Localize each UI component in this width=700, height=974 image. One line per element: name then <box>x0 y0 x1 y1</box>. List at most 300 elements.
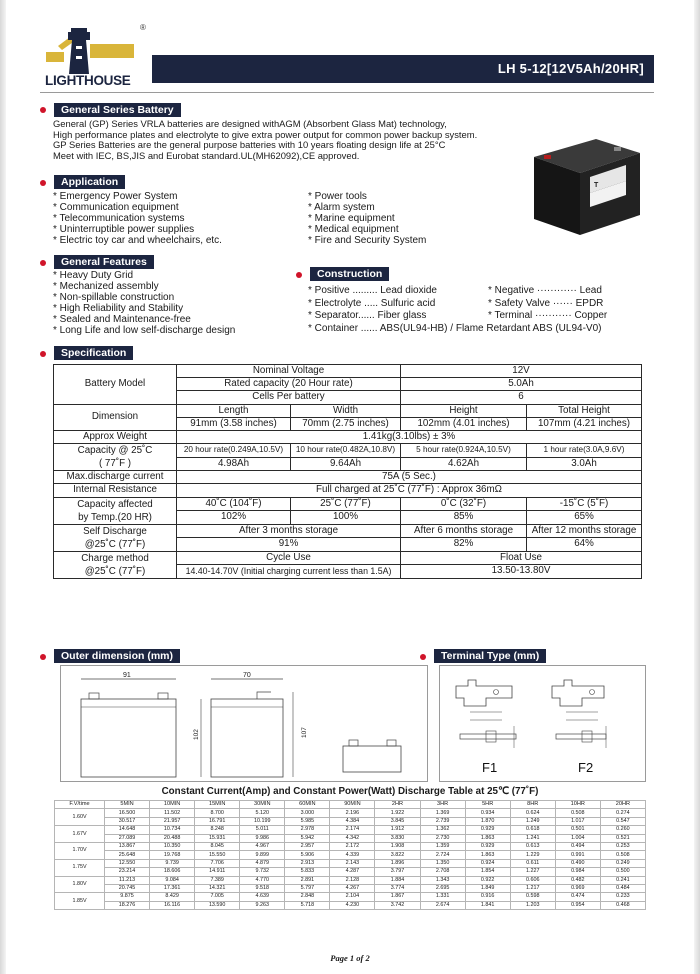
discharge-cell: 1.912 <box>375 826 420 834</box>
discharge-cell: 1.849 <box>465 884 510 892</box>
discharge-cell: 2.978 <box>285 826 330 834</box>
discharge-cell: 7.389 <box>195 876 240 884</box>
list-item: * Alarm system <box>308 201 375 213</box>
discharge-cell: 1.227 <box>510 868 555 876</box>
battery-illustration <box>528 131 646 241</box>
spec-label <box>54 444 177 471</box>
discharge-cell: 4.287 <box>330 868 375 876</box>
discharge-cell: 15.931 <box>195 834 240 842</box>
list-item: * Long Life and low self-discharge design <box>53 324 236 336</box>
spec-value: 1.41kg(3.10lbs) ± 3% <box>177 430 642 443</box>
page-right-edge <box>694 0 700 974</box>
discharge-cell: 18.606 <box>150 868 195 876</box>
spec-value: 85% <box>401 511 527 525</box>
discharge-cell: 16.791 <box>195 817 240 825</box>
discharge-cell: 5.120 <box>240 809 285 817</box>
model-title: LH 5-12[12V5Ah/20HR] <box>497 61 644 76</box>
spec-header: After 12 months storage <box>527 524 642 538</box>
discharge-cell: 1.017 <box>555 817 600 825</box>
section-bullet <box>40 180 46 186</box>
page-number: Page 1 of 2 <box>330 953 370 963</box>
discharge-cell: 17.361 <box>150 884 195 892</box>
spec-value: 3.0Ah <box>527 457 642 471</box>
brand-name: LIGHTHOUSE <box>45 73 131 88</box>
discharge-cell: 15.550 <box>195 851 240 859</box>
spec-value: 5.0Ah <box>401 378 642 391</box>
general-series-text <box>53 119 477 161</box>
page-left-edge <box>0 0 6 974</box>
discharge-cell: 4.230 <box>330 901 375 909</box>
section-bullet <box>296 272 302 278</box>
discharge-cell: 7.005 <box>195 893 240 901</box>
discharge-column-header: 5HR <box>465 801 510 809</box>
dim-label: 102 <box>193 729 200 740</box>
general-series-line: Meet with IEC, BS,JIS and Eurobat standard.UL(MH62092),CE approved. <box>53 149 360 161</box>
discharge-cell: 0.606 <box>510 876 555 884</box>
discharge-cell: 23.214 <box>105 868 150 876</box>
table-row <box>55 851 646 859</box>
discharge-cell: 14.911 <box>195 868 240 876</box>
discharge-cell: 30.517 <box>105 817 150 825</box>
spec-label-line: @25˚C (77˚F) <box>84 538 146 550</box>
discharge-column-header: 2HR <box>375 801 420 809</box>
list-item: * Container ...... ABS(UL94-HB) / Flame Retardant ABS (UL94-V0) <box>308 322 602 334</box>
discharge-cell: 2.196 <box>330 809 375 817</box>
spec-label: Max.discharge current <box>54 471 177 484</box>
spec-label <box>54 524 177 551</box>
section-title-terminal-type: Terminal Type (mm) <box>434 649 546 663</box>
spec-value: 100% <box>291 511 401 525</box>
discharge-cell: 0.934 <box>465 809 510 817</box>
spec-label: Rated capacity (20 Hour rate) <box>177 378 401 391</box>
discharge-cell: 7.706 <box>195 859 240 867</box>
discharge-cell: 0.508 <box>555 809 600 817</box>
spec-header: -15˚C (5˚F) <box>527 497 642 511</box>
discharge-cell: 9.899 <box>240 851 285 859</box>
discharge-column-header: 3HR <box>420 801 465 809</box>
list-item: * Positive ......... Lead dioxide <box>308 285 437 296</box>
discharge-cell: 10.734 <box>150 826 195 834</box>
discharge-cell: 3.822 <box>375 851 420 859</box>
discharge-cell: 0.241 <box>600 876 645 884</box>
section-bullet <box>420 654 426 660</box>
discharge-cell: 0.249 <box>600 859 645 867</box>
spec-header: 5 hour rate(0.924A,10.5V) <box>401 444 527 458</box>
discharge-cell: 5.718 <box>285 901 330 909</box>
discharge-cell: 4.339 <box>330 851 375 859</box>
discharge-cell: 2.104 <box>330 893 375 901</box>
table-row <box>55 817 646 825</box>
discharge-cell: 1.863 <box>465 834 510 842</box>
spec-value: 91% <box>177 538 401 552</box>
spec-label: Cells Per battery <box>177 391 401 404</box>
spec-label <box>54 551 177 578</box>
final-voltage-cell: 1.60V <box>55 809 105 826</box>
discharge-cell: 11.502 <box>150 809 195 817</box>
discharge-cell: 9.084 <box>150 876 195 884</box>
discharge-cell: 14.321 <box>195 884 240 892</box>
discharge-cell: 2.172 <box>330 842 375 850</box>
section-title-application: Application <box>54 175 125 189</box>
discharge-cell: 0.929 <box>465 842 510 850</box>
discharge-cell: 1.331 <box>420 893 465 901</box>
svg-text:T: T <box>594 182 599 189</box>
spec-label-line: Charge method <box>81 552 149 564</box>
discharge-cell: 0.916 <box>465 893 510 901</box>
discharge-cell: 1.841 <box>465 901 510 909</box>
discharge-cell: 0.991 <box>555 851 600 859</box>
spec-value: 75A (5 Sec.) <box>177 471 642 484</box>
battery-photo <box>528 131 646 241</box>
discharge-cell: 8.045 <box>195 842 240 850</box>
spec-value: 91mm (3.58 inches) <box>177 417 291 430</box>
discharge-cell: 0.521 <box>600 834 645 842</box>
section-title-outer-dimension: Outer dimension (mm) <box>54 649 180 663</box>
discharge-cell: 0.954 <box>555 901 600 909</box>
discharge-cell: 0.984 <box>555 868 600 876</box>
discharge-column-header: 5MIN <box>105 801 150 809</box>
discharge-cell: 1.870 <box>465 817 510 825</box>
spec-value: 12V <box>401 365 642 378</box>
list-item: * Safety Valve ······ EPDR <box>488 297 604 309</box>
terminal-label-f2: F2 <box>578 760 594 775</box>
spec-label: Nominal Voltage <box>177 365 401 378</box>
discharge-cell: 2.724 <box>420 851 465 859</box>
section-bullet <box>40 351 46 357</box>
spec-label-line: by Temp.(20 HR) <box>78 511 152 523</box>
section-bullet <box>40 260 46 266</box>
discharge-cell: 0.613 <box>510 842 555 850</box>
spec-value: 70mm (2.75 inches) <box>291 417 401 430</box>
table-row <box>55 876 646 884</box>
terminal-label-f1: F1 <box>482 760 498 775</box>
discharge-cell: 1.343 <box>420 876 465 884</box>
discharge-column-header: 20HR <box>600 801 645 809</box>
list-item: * Power tools <box>308 191 367 202</box>
spec-header: 20 hour rate(0.249A,10.5V) <box>177 444 291 458</box>
discharge-cell: 25.648 <box>105 851 150 859</box>
discharge-cell: 8.700 <box>195 809 240 817</box>
discharge-column-header: 8HR <box>510 801 555 809</box>
list-item: * Non-spillable construction <box>53 291 175 303</box>
general-series-line: High performance plates and electrolyte to give extra power output for common power backup system. <box>53 128 478 140</box>
spec-table <box>53 364 642 579</box>
spec-value: 9.64Ah <box>291 457 401 471</box>
spec-header: 0˚C (32˚F) <box>401 497 527 511</box>
discharge-cell: 1.217 <box>510 884 555 892</box>
discharge-cell: 1.369 <box>420 809 465 817</box>
discharge-cell: 1.249 <box>510 817 555 825</box>
discharge-cell: 0.474 <box>555 893 600 901</box>
discharge-column-header: 60MIN <box>285 801 330 809</box>
spec-value: 4.62Ah <box>401 457 527 471</box>
discharge-cell: 0.274 <box>600 809 645 817</box>
spec-label: Internal Resistance <box>54 484 177 497</box>
section-title-general-series: General Series Battery <box>54 103 181 117</box>
discharge-cell: 1.350 <box>420 859 465 867</box>
spec-header: Total Height <box>527 404 642 417</box>
discharge-cell: 1.908 <box>375 842 420 850</box>
discharge-cell: 1.359 <box>420 842 465 850</box>
list-item: * Separator...... Fiber glass <box>308 310 427 322</box>
list-item: * Electrolyte ..... Sulfuric acid <box>308 297 436 309</box>
table-row <box>55 842 646 850</box>
discharge-cell: 1.867 <box>375 893 420 901</box>
discharge-cell: 0.508 <box>600 851 645 859</box>
discharge-cell: 4.384 <box>330 817 375 825</box>
header-rule <box>40 92 654 93</box>
final-voltage-cell: 1.75V <box>55 859 105 876</box>
table-row <box>55 834 646 842</box>
section-title-construction: Construction <box>310 267 389 281</box>
spec-value: 6 <box>401 391 642 404</box>
discharge-cell: 3.830 <box>375 834 420 842</box>
list-item: * Uninterruptible power supplies <box>53 223 195 235</box>
discharge-cell: 13.590 <box>195 901 240 909</box>
application-list-left <box>53 192 222 247</box>
discharge-cell: 1.896 <box>375 859 420 867</box>
discharge-cell: 3.774 <box>375 884 420 892</box>
discharge-cell: 20.745 <box>105 884 150 892</box>
discharge-table <box>54 800 646 910</box>
discharge-cell: 5.833 <box>285 868 330 876</box>
discharge-cell: 1.229 <box>510 851 555 859</box>
table-row <box>55 884 646 892</box>
discharge-column-header: F.V/time <box>55 801 105 809</box>
spec-header: After 6 months storage <box>401 524 527 538</box>
discharge-cell: 13.867 <box>105 842 150 850</box>
discharge-cell: 9.875 <box>105 893 150 901</box>
discharge-cell: 2.913 <box>285 859 330 867</box>
discharge-cell: 5.797 <box>285 884 330 892</box>
spec-label-line: Self Discharge <box>83 525 147 537</box>
discharge-cell: 11.213 <box>105 876 150 884</box>
spec-header: After 3 months storage <box>177 524 401 538</box>
spec-value: 13.50-13.80V <box>401 565 642 579</box>
table-row <box>55 868 646 876</box>
features-list <box>53 271 235 336</box>
list-item: * Fire and Security System <box>308 234 427 246</box>
spec-value: 14.40-14.70V (Initial charging current less than 1.5A) <box>177 565 401 579</box>
discharge-cell: 2.739 <box>420 817 465 825</box>
discharge-cell: 2.891 <box>285 876 330 884</box>
discharge-cell: 0.468 <box>600 901 645 909</box>
discharge-cell: 3.797 <box>375 868 420 876</box>
discharge-cell: 4.967 <box>240 842 285 850</box>
discharge-cell: 0.924 <box>465 859 510 867</box>
table-row <box>55 901 646 909</box>
discharge-cell: 0.253 <box>600 842 645 850</box>
discharge-table-title: Constant Current(Amp) and Constant Power(Watt) Discharge Table at 25℃ (77˚F) <box>161 786 539 797</box>
list-item: * Sealed and Maintenance-free <box>53 313 191 325</box>
discharge-cell: 3.742 <box>375 901 420 909</box>
discharge-cell: 1.884 <box>375 876 420 884</box>
discharge-cell: 10.350 <box>150 842 195 850</box>
final-voltage-cell: 1.70V <box>55 842 105 859</box>
discharge-cell: 18.276 <box>105 901 150 909</box>
discharge-cell: 4.770 <box>240 876 285 884</box>
spec-value: 102mm (4.01 inches) <box>401 417 527 430</box>
discharge-cell: 0.969 <box>555 884 600 892</box>
discharge-cell: 1.863 <box>465 851 510 859</box>
discharge-cell: 4.342 <box>330 834 375 842</box>
discharge-column-header: 15MIN <box>195 801 240 809</box>
section-bullet <box>40 107 46 113</box>
discharge-cell: 16.500 <box>105 809 150 817</box>
discharge-cell: 1.203 <box>510 901 555 909</box>
discharge-cell: 4.879 <box>240 859 285 867</box>
discharge-cell: 9.518 <box>240 884 285 892</box>
list-item: * Negative ············ Lead <box>488 285 602 296</box>
spec-header: 40˚C (104˚F) <box>177 497 291 511</box>
application-list-right <box>308 192 426 247</box>
discharge-cell: 0.547 <box>600 817 645 825</box>
spec-value: 102% <box>177 511 291 525</box>
section-title-general-features: General Features <box>54 255 154 269</box>
discharge-cell: 2.957 <box>285 842 330 850</box>
dim-label: 107 <box>301 727 308 738</box>
discharge-cell: 27.089 <box>105 834 150 842</box>
list-item: * High Reliability and Stability <box>53 302 184 314</box>
list-item: * Emergency Power System <box>53 191 178 202</box>
discharge-cell: 2.174 <box>330 826 375 834</box>
registered-mark: ® <box>140 23 146 32</box>
table-row <box>55 893 646 901</box>
spec-header: 25˚C (77˚F) <box>291 497 401 511</box>
discharge-cell: 2.708 <box>420 868 465 876</box>
discharge-header-row <box>55 801 646 809</box>
discharge-cell: 10.199 <box>240 817 285 825</box>
spec-value: 4.98Ah <box>177 457 291 471</box>
spec-header: 1 hour rate(3.0A,9.6V) <box>527 444 642 458</box>
table-row <box>55 809 646 817</box>
discharge-cell: 0.611 <box>510 859 555 867</box>
discharge-cell: 9.732 <box>240 868 285 876</box>
discharge-cell: 2.128 <box>330 876 375 884</box>
discharge-cell: 0.922 <box>465 876 510 884</box>
discharge-cell: 2.730 <box>420 834 465 842</box>
spec-header: Float Use <box>401 551 642 565</box>
discharge-cell: 1.241 <box>510 834 555 842</box>
discharge-cell: 0.482 <box>555 876 600 884</box>
discharge-cell: 4.639 <box>240 893 285 901</box>
final-voltage-cell: 1.80V <box>55 876 105 893</box>
discharge-column-header: 10HR <box>555 801 600 809</box>
discharge-cell: 0.233 <box>600 893 645 901</box>
list-item: * Electric toy car and wheelchairs, etc. <box>53 234 222 246</box>
spec-value: 64% <box>527 538 642 552</box>
section-title-specification: Specification <box>54 346 133 360</box>
discharge-cell: 14.648 <box>105 826 150 834</box>
spec-value: 65% <box>527 511 642 525</box>
spec-label: Battery Model <box>54 365 177 405</box>
header-banner <box>152 55 654 83</box>
discharge-cell: 5.011 <box>240 826 285 834</box>
discharge-cell: 0.260 <box>600 826 645 834</box>
terminal-diagram <box>440 666 645 781</box>
spec-label-line: @25˚C (77˚F) <box>84 565 146 577</box>
discharge-cell: 5.985 <box>285 817 330 825</box>
discharge-cell: 0.618 <box>510 826 555 834</box>
spec-value: Full charged at 25˚C (77˚F) : Approx 36mΩ <box>177 484 642 497</box>
discharge-cell: 0.494 <box>555 842 600 850</box>
spec-value: 82% <box>401 538 527 552</box>
table-row <box>55 859 646 867</box>
discharge-cell: 9.986 <box>240 834 285 842</box>
table-row <box>55 826 646 834</box>
discharge-cell: 8.248 <box>195 826 240 834</box>
general-series-line: General (GP) Series VRLA batteries are designed withAGM (Absorbent Glass Mat) technology, <box>53 118 447 129</box>
list-item: * Communication equipment <box>53 201 179 213</box>
spec-label-line: Capacity affected <box>77 498 153 510</box>
list-item: * Marine equipment <box>308 212 395 224</box>
spec-header: 10 hour rate(0.482A,10.8V) <box>291 444 401 458</box>
list-item: * Heavy Duty Grid <box>53 270 134 281</box>
discharge-cell: 16.116 <box>150 901 195 909</box>
spec-label-line: Capacity @ 25˚C <box>77 445 153 457</box>
discharge-cell: 5.906 <box>285 851 330 859</box>
discharge-cell: 9.739 <box>150 859 195 867</box>
discharge-cell: 1.362 <box>420 826 465 834</box>
spec-label-line: ( 77˚F ) <box>98 458 132 470</box>
discharge-column-header: 10MIN <box>150 801 195 809</box>
discharge-cell: 3.845 <box>375 817 420 825</box>
discharge-cell: 1.922 <box>375 809 420 817</box>
discharge-cell: 1.854 <box>465 868 510 876</box>
discharge-cell: 5.942 <box>285 834 330 842</box>
discharge-cell: 0.484 <box>600 884 645 892</box>
discharge-cell: 0.501 <box>555 826 600 834</box>
spec-header: Length <box>177 404 291 417</box>
discharge-cell: 19.768 <box>150 851 195 859</box>
discharge-cell: 0.929 <box>465 826 510 834</box>
spec-header: Height <box>401 404 527 417</box>
discharge-cell: 0.624 <box>510 809 555 817</box>
spec-header: Width <box>291 404 401 417</box>
discharge-cell: 2.143 <box>330 859 375 867</box>
discharge-cell: 20.488 <box>150 834 195 842</box>
dim-label: 70 <box>243 672 251 679</box>
spec-label <box>54 497 177 524</box>
spec-label: Approx Weight <box>54 430 177 443</box>
discharge-cell: 8.429 <box>150 893 195 901</box>
discharge-cell: 21.957 <box>150 817 195 825</box>
list-item: * Telecommunication systems <box>53 212 185 224</box>
discharge-cell: 12.550 <box>105 859 150 867</box>
terminal-type-drawing <box>439 665 646 782</box>
discharge-cell: 1.004 <box>555 834 600 842</box>
final-voltage-cell: 1.85V <box>55 893 105 910</box>
spec-value: 107mm (4.21 inches) <box>527 417 642 430</box>
outer-dimension-drawing <box>60 665 428 782</box>
list-item: * Terminal ··········· Copper <box>488 310 608 322</box>
discharge-cell: 0.490 <box>555 859 600 867</box>
list-item: * Medical equipment <box>308 223 399 235</box>
discharge-cell: 0.500 <box>600 868 645 876</box>
list-item: * Mechanized assembly <box>53 280 159 292</box>
discharge-cell: 2.695 <box>420 884 465 892</box>
discharge-cell: 9.263 <box>240 901 285 909</box>
dim-label: 91 <box>123 672 131 679</box>
discharge-column-header: 30MIN <box>240 801 285 809</box>
general-series-line: GP Series Batteries are the general purpose batteries with 10 years floating design life at 25°C <box>53 139 446 151</box>
final-voltage-cell: 1.67V <box>55 826 105 843</box>
discharge-cell: 3.000 <box>285 809 330 817</box>
spec-header: Cycle Use <box>177 551 401 565</box>
discharge-cell: 0.598 <box>510 893 555 901</box>
discharge-cell: 2.848 <box>285 893 330 901</box>
section-bullet <box>40 654 46 660</box>
